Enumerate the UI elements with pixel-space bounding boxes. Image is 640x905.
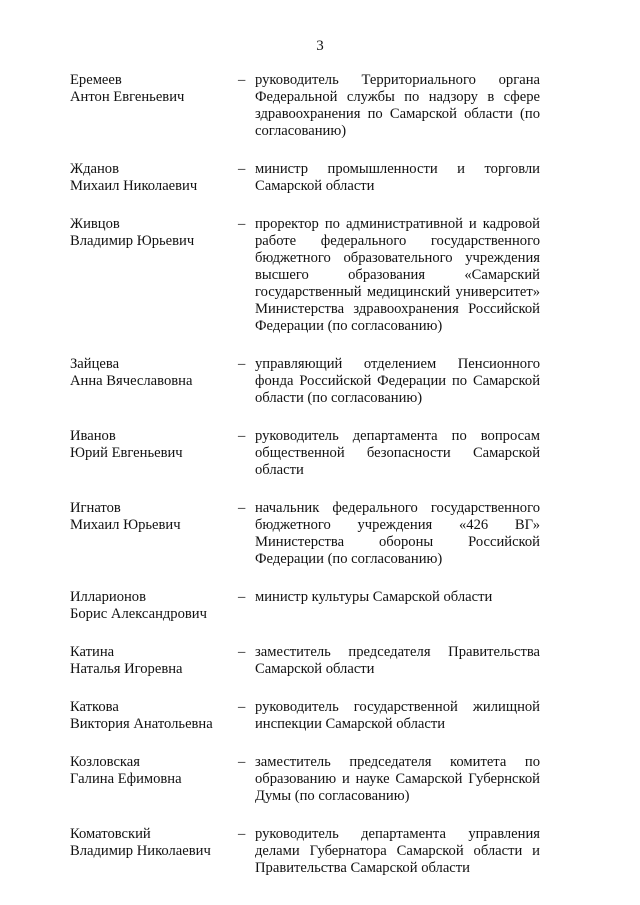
person-name xyxy=(70,644,238,678)
person-name xyxy=(70,826,238,860)
given-names: Антон Евгеньевич xyxy=(70,89,185,105)
list-item xyxy=(70,500,540,568)
dash-separator: – xyxy=(238,589,246,605)
surname: Еремеев xyxy=(70,72,122,88)
surname: Каткова xyxy=(70,699,119,715)
given-names: Виктория Анатольевна xyxy=(70,716,213,732)
dash-separator: – xyxy=(238,500,246,516)
position-text: начальник федерального государственного бюджетного учреждения «426 ВГ» Министерства обороны Российской Федерации (по согласованию) xyxy=(255,500,540,567)
position-text: министр промышленности и торговли Самарской области xyxy=(255,161,540,194)
surname: Иванов xyxy=(70,428,116,444)
given-names: Галина Ефимовна xyxy=(70,771,182,787)
dash-separator: – xyxy=(238,699,246,715)
person-name xyxy=(70,589,238,623)
dash-separator: – xyxy=(238,428,246,444)
position-text: проректор по административной и кадровой работе федерального государственного бюджетного образовательного учреждения высшего образования «Самарский государственный медицинский университет» Министерства здравоохранения Российской Федерации (по согласованию) xyxy=(255,216,540,334)
position-text: руководитель Территориального органа Федеральной службы по надзору в сфере здравоохранения по Самарской области (по согласованию) xyxy=(255,72,540,139)
person-name xyxy=(70,754,238,788)
position-text: заместитель председателя комитета по образованию и науке Самарской Губернской Думы (по согласованию) xyxy=(255,754,540,804)
list-item xyxy=(70,161,540,195)
position-text: министр культуры Самарской области xyxy=(255,589,493,605)
surname: Катина xyxy=(70,644,115,660)
list-item xyxy=(70,826,540,877)
given-names: Борис Александрович xyxy=(70,606,207,622)
dash-separator: – xyxy=(238,356,246,372)
person-name xyxy=(70,500,238,534)
position-text: заместитель председателя Правительства Самарской области xyxy=(255,644,540,677)
given-names: Юрий Евгеньевич xyxy=(70,445,183,461)
surname: Коматовский xyxy=(70,826,151,842)
given-names: Владимир Юрьевич xyxy=(70,233,195,249)
given-names: Владимир Николаевич xyxy=(70,843,211,859)
person-name xyxy=(70,72,238,106)
position-text: руководитель департамента управления делами Губернатора Самарской области и Правительства Самарской области xyxy=(255,826,540,876)
dash-separator: – xyxy=(238,644,246,660)
dash-separator: – xyxy=(238,72,246,88)
given-names: Михаил Николаевич xyxy=(70,178,198,194)
list-item xyxy=(70,754,540,805)
given-names: Анна Вячеславовна xyxy=(70,373,193,389)
given-names: Михаил Юрьевич xyxy=(70,517,181,533)
position-text: руководитель государственной жилищной инспекции Самарской области xyxy=(255,699,540,732)
surname: Игнатов xyxy=(70,500,121,516)
list-item xyxy=(70,589,540,623)
person-name xyxy=(70,699,238,733)
surname: Зайцева xyxy=(70,356,120,372)
person-name xyxy=(70,428,238,462)
dash-separator: – xyxy=(238,754,246,770)
position-text: управляющий отделением Пенсионного фонда Российской Федерации по Самарской области (по согласованию) xyxy=(255,356,540,406)
person-name xyxy=(70,161,238,195)
dash-separator: – xyxy=(238,826,246,842)
person-name xyxy=(70,216,238,250)
given-names: Наталья Игоревна xyxy=(70,661,183,677)
dash-separator: – xyxy=(238,216,246,232)
surname: Жданов xyxy=(70,161,119,177)
list-item xyxy=(70,356,540,407)
member-list xyxy=(70,72,540,898)
list-item xyxy=(70,699,540,733)
page-number: 3 xyxy=(316,38,324,54)
position-text: руководитель департамента по вопросам общественной безопасности Самарской области xyxy=(255,428,540,478)
list-item xyxy=(70,428,540,479)
dash-separator: – xyxy=(238,161,246,177)
surname: Козловская xyxy=(70,754,140,770)
surname: Живцов xyxy=(70,216,120,232)
person-name xyxy=(70,356,238,390)
list-item xyxy=(70,644,540,678)
list-item xyxy=(70,216,540,335)
list-item xyxy=(70,72,540,140)
surname: Илларионов xyxy=(70,589,146,605)
